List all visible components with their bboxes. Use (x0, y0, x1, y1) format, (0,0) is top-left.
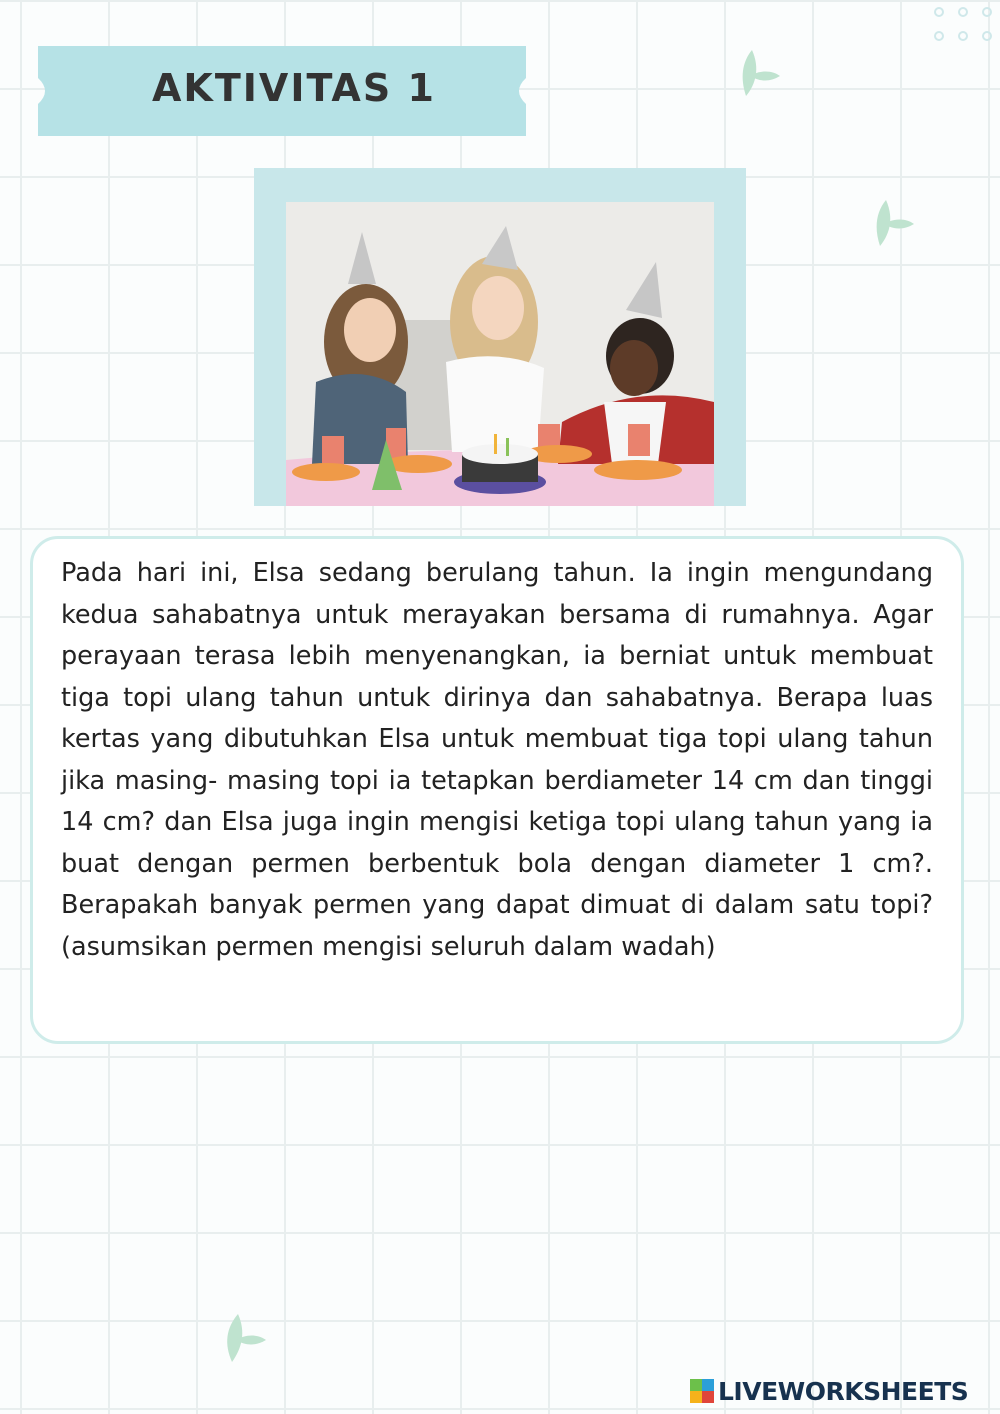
birthday-party-photo (286, 202, 714, 506)
page-title: AKTIVITAS 1 (152, 66, 436, 110)
watermark-text: LIVEWORKSHEETS (718, 1376, 969, 1406)
leaf-icon (738, 46, 784, 102)
liveworksheets-logo-icon (690, 1379, 714, 1403)
leaf-icon (220, 1310, 270, 1366)
dots-decoration (930, 4, 1000, 46)
photo-frame (254, 168, 746, 506)
story-card (30, 536, 964, 1044)
story-paragraph: Pada hari ini, Elsa sedang berulang tahun. Ia ingin mengundang kedua sahabatnya untuk merayakan bersama di rumahnya. Agar perayaan terasa lebih menyenangkan, ia berniat untuk membuat tiga topi ulang tahun untuk dirinya dan sahabatnya. Berapa luas kertas yang dibutuhkan Elsa untuk membuat tiga topi ulang tahun jika masing- masing topi ia tetapkan berdiameter 14 cm dan tinggi 14 cm? dan Elsa juga ingin mengisi ketiga topi ulang tahun yang ia buat dengan permen berbentuk bola dengan diameter 1 cm?. Berapakah banyak permen yang dapat dimuat di dalam satu topi? (asumsikan permen mengisi seluruh dalam wadah) (61, 558, 933, 962)
liveworksheets-watermark (690, 1374, 968, 1408)
leaf-icon (872, 196, 918, 252)
title-banner (34, 44, 530, 138)
